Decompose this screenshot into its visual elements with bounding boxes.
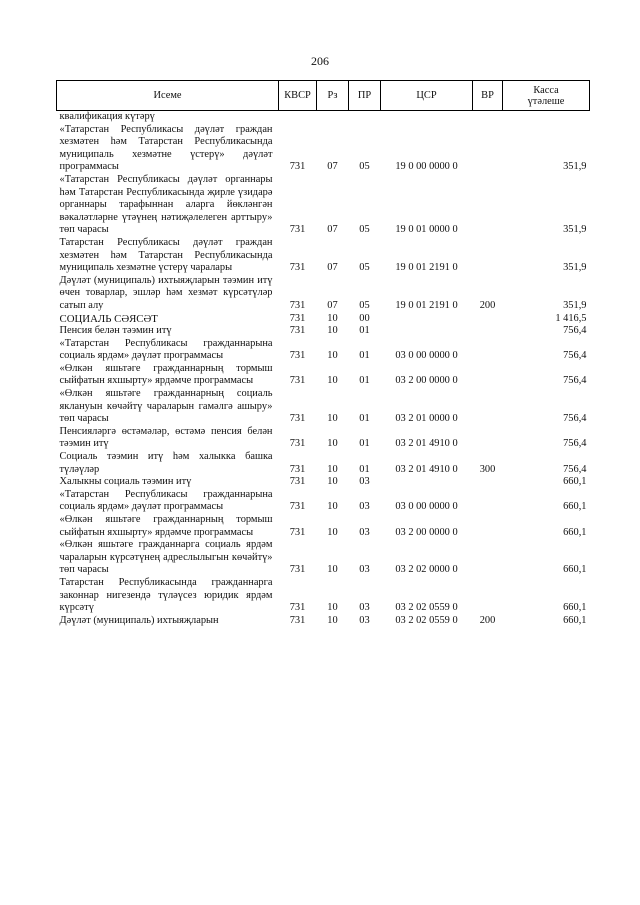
cell-amount: 351,9 [563,161,587,173]
cell-name: Татарстан Республикасы дәүләт граждан хезмәтен һәм Татарстан Республикасында муниципаль хезмәтне үстерү чаралары [59,236,273,274]
cell-pr: 01 [359,325,370,337]
cell-rz: 07 [327,224,338,236]
cell-vr [473,237,503,275]
cell-vr [473,577,503,615]
cell-pr: 05 [359,161,370,173]
cell-vr: 200 [479,299,496,311]
cell-csr: 03 2 02 0000 0 [395,564,458,576]
cell-pr: 03 [359,476,370,488]
cell-pr: 00 [359,312,370,324]
column-header-csr: ЦСР [381,81,473,111]
cell-kvsr: 731 [289,501,306,513]
budget-table-container [56,80,589,627]
table-row [57,124,590,174]
table-header [57,81,590,111]
cell-pr: 05 [359,224,370,236]
cell-kvsr: 731 [289,325,306,337]
table-row [57,451,590,476]
cell-kvsr: 731 [289,299,306,311]
table-row [57,426,590,451]
column-header-vr: ВР [473,81,503,111]
cell-csr: 03 2 00 0000 0 [395,375,458,387]
cell-amount [503,111,590,124]
cell-name: Пенсия белән тәэмин итү [59,325,172,337]
cell-csr: 19 0 01 2191 0 [395,262,458,274]
table-row [57,577,590,615]
cell-vr [473,476,503,489]
cell-csr: 19 0 00 0000 0 [395,161,458,173]
cell-rz: 07 [327,299,338,311]
cell-name: «Татарстан Республикасы дәүләт органнары һәм Татарстан Республикасында җирле үзидарә органнары тарафыннан аларга йөкләнгән вәкаләтләрне үтәүнең нәтиҗәлелеген арттыру» төп чарасы [59,173,273,236]
budget-table [56,80,590,627]
cell-amount: 756,4 [563,325,587,337]
cell-csr [381,313,473,326]
cell-kvsr: 731 [289,312,306,324]
cell-amount: 1 416,5 [555,312,587,324]
cell-name: «Татарстан Республикасы гражданнарына социаль ярдәм» дәүләт программасы [59,488,273,513]
cell-vr [473,514,503,539]
cell-amount: 660,1 [563,602,587,614]
cell-rz: 10 [327,325,338,337]
cell-csr: 03 0 00 0000 0 [395,350,458,362]
cell-vr: 300 [479,463,496,475]
cell-pr: 01 [359,413,370,425]
cell-kvsr: 731 [289,438,306,450]
column-header-rz: Рз [317,81,349,111]
cell-rz: 10 [327,564,338,576]
table-row [57,313,590,326]
cell-kvsr: 731 [289,526,306,538]
cell-rz: 10 [327,476,338,488]
table-row [57,237,590,275]
cell-rz: 07 [327,161,338,173]
cell-name: Халыкны социаль тәэмин итү [59,476,192,488]
cell-amount: 351,9 [563,262,587,274]
table-row [57,539,590,577]
cell-rz: 10 [327,463,338,475]
cell-rz: 10 [327,350,338,362]
cell-rz: 10 [327,375,338,387]
cell-kvsr: 731 [289,350,306,362]
table-row [57,338,590,363]
column-header-kassa: Касса үтәлеше [503,81,590,111]
cell-rz: 10 [327,413,338,425]
cell-name: Дәүләт (муниципаль) ихтыяҗларын [59,614,219,626]
cell-amount: 660,1 [563,564,587,576]
cell-pr: 01 [359,350,370,362]
cell-name: «Өлкән яшьтәге гражданнарның тормыш сыйфатын яхшырту» ярдәмче программасы [59,514,273,538]
cell-vr [473,313,503,326]
cell-csr [381,325,473,338]
cell-rz [317,111,349,124]
cell-vr [473,174,503,237]
cell-rz: 10 [327,526,338,538]
cell-vr [473,539,503,577]
cell-csr: 03 2 00 0000 0 [395,526,458,538]
cell-csr [381,111,473,124]
cell-amount: 756,4 [563,413,587,425]
cell-name: квалификация күтәрү [59,111,155,122]
cell-csr: 03 2 01 4910 0 [395,438,458,450]
cell-vr [473,338,503,363]
cell-vr [473,489,503,514]
cell-rz: 10 [327,312,338,324]
cell-amount: 756,4 [563,463,587,475]
cell-kvsr: 731 [289,614,306,626]
cell-kvsr: 731 [289,224,306,236]
cell-kvsr: 731 [289,375,306,387]
cell-name: Социаль тәэмин итү һәм халыкка башка түләүләр [59,451,273,475]
cell-pr: 01 [359,463,370,475]
table-row [57,275,590,313]
table-body [57,111,590,628]
cell-kvsr: 731 [289,564,306,576]
table-row [57,476,590,489]
cell-name: «Өлкән яшьтәге гражданнарга социаль ярдәм чараларын күрсәтүнең адреслылыгын көчәйтү» төп чарасы [59,539,273,576]
cell-amount: 660,1 [563,614,587,626]
cell-kvsr: 731 [289,413,306,425]
cell-rz: 10 [327,438,338,450]
table-row [57,325,590,338]
table-row [57,363,590,388]
column-header-kvsr: КВСР [279,81,317,111]
cell-name: «Татарстан Республикасы гражданнарына социаль ярдәм» дәүләт программасы [59,337,273,362]
cell-name: Пенсияләргә өстәмәләр, өстәмә пенсия белән тәэмин итү [59,425,273,450]
cell-name: «Татарстан Республикасы дәүләт граждан хезмәтен һәм Татарстан Республикасында муниципаль хезмәтне үстерү» дәүләт программасы [59,123,273,173]
cell-pr: 03 [359,501,370,513]
cell-kvsr: 731 [289,262,306,274]
cell-pr: 03 [359,526,370,538]
cell-rz: 10 [327,614,338,626]
cell-csr: 03 2 02 0559 0 [395,602,458,614]
cell-amount: 756,4 [563,350,587,362]
cell-pr: 05 [359,262,370,274]
table-row [57,111,590,124]
page-number: 206 [311,54,329,68]
cell-rz: 07 [327,262,338,274]
cell-name: СОЦИАЛЬ СӘЯСӘТ [59,312,158,325]
cell-rz: 10 [327,501,338,513]
cell-amount: 660,1 [563,476,587,488]
cell-name: Дәүләт (муниципаль) ихтыяҗларын тәэмин итү өчен товарлар, эшләр һәм хезмәт күрсәтүләр сатып алу [59,274,273,311]
table-row [57,615,590,628]
cell-csr: 03 2 01 4910 0 [395,463,458,475]
cell-vr [473,426,503,451]
cell-kvsr: 731 [289,602,306,614]
cell-kvsr: 731 [289,476,306,488]
cell-amount: 351,9 [563,299,587,311]
cell-vr [473,363,503,388]
cell-pr: 05 [359,299,370,311]
cell-vr [473,388,503,426]
cell-kvsr: 731 [289,463,306,475]
cell-csr: 03 2 01 0000 0 [395,413,458,425]
table-row [57,174,590,237]
cell-csr: 19 0 01 0000 0 [395,224,458,236]
table-row [57,388,590,426]
cell-vr [473,124,503,174]
cell-name: «Өлкән яшьтәге гражданнарның тормыш сыйфатын яхшырту» ярдәмче программасы [59,362,273,387]
table-row [57,489,590,514]
cell-pr: 03 [359,602,370,614]
cell-amount: 660,1 [563,501,587,513]
cell-pr: 03 [359,614,370,626]
cell-pr: 03 [359,564,370,576]
cell-csr: 03 0 00 0000 0 [395,501,458,513]
cell-pr [349,111,381,124]
cell-vr [473,111,503,124]
cell-amount: 756,4 [563,375,587,387]
cell-kvsr: 731 [289,161,306,173]
table-row [57,514,590,539]
cell-csr: 19 0 01 2191 0 [395,299,458,311]
column-header-pr: ПР [349,81,381,111]
cell-pr: 01 [359,375,370,387]
cell-amount: 351,9 [563,224,587,236]
cell-pr: 01 [359,438,370,450]
cell-vr: 200 [479,614,496,626]
cell-vr [473,325,503,338]
cell-amount: 756,4 [563,438,587,450]
cell-csr [381,476,473,489]
cell-amount: 660,1 [563,526,587,538]
cell-name: Татарстан Республикасында гражданнарга законнар нигезендә түләүсез юридик ярдәм күрсәтү [59,576,273,614]
column-header-name: Исеме [57,81,279,111]
cell-name: «Өлкән яшьтәге гражданнарның социаль яклануын көчәйтү чараларын гамәлгә ашыру» төп чарасы [59,388,273,425]
cell-kvsr [279,111,317,124]
cell-rz: 10 [327,602,338,614]
cell-csr: 03 2 02 0559 0 [395,614,458,626]
